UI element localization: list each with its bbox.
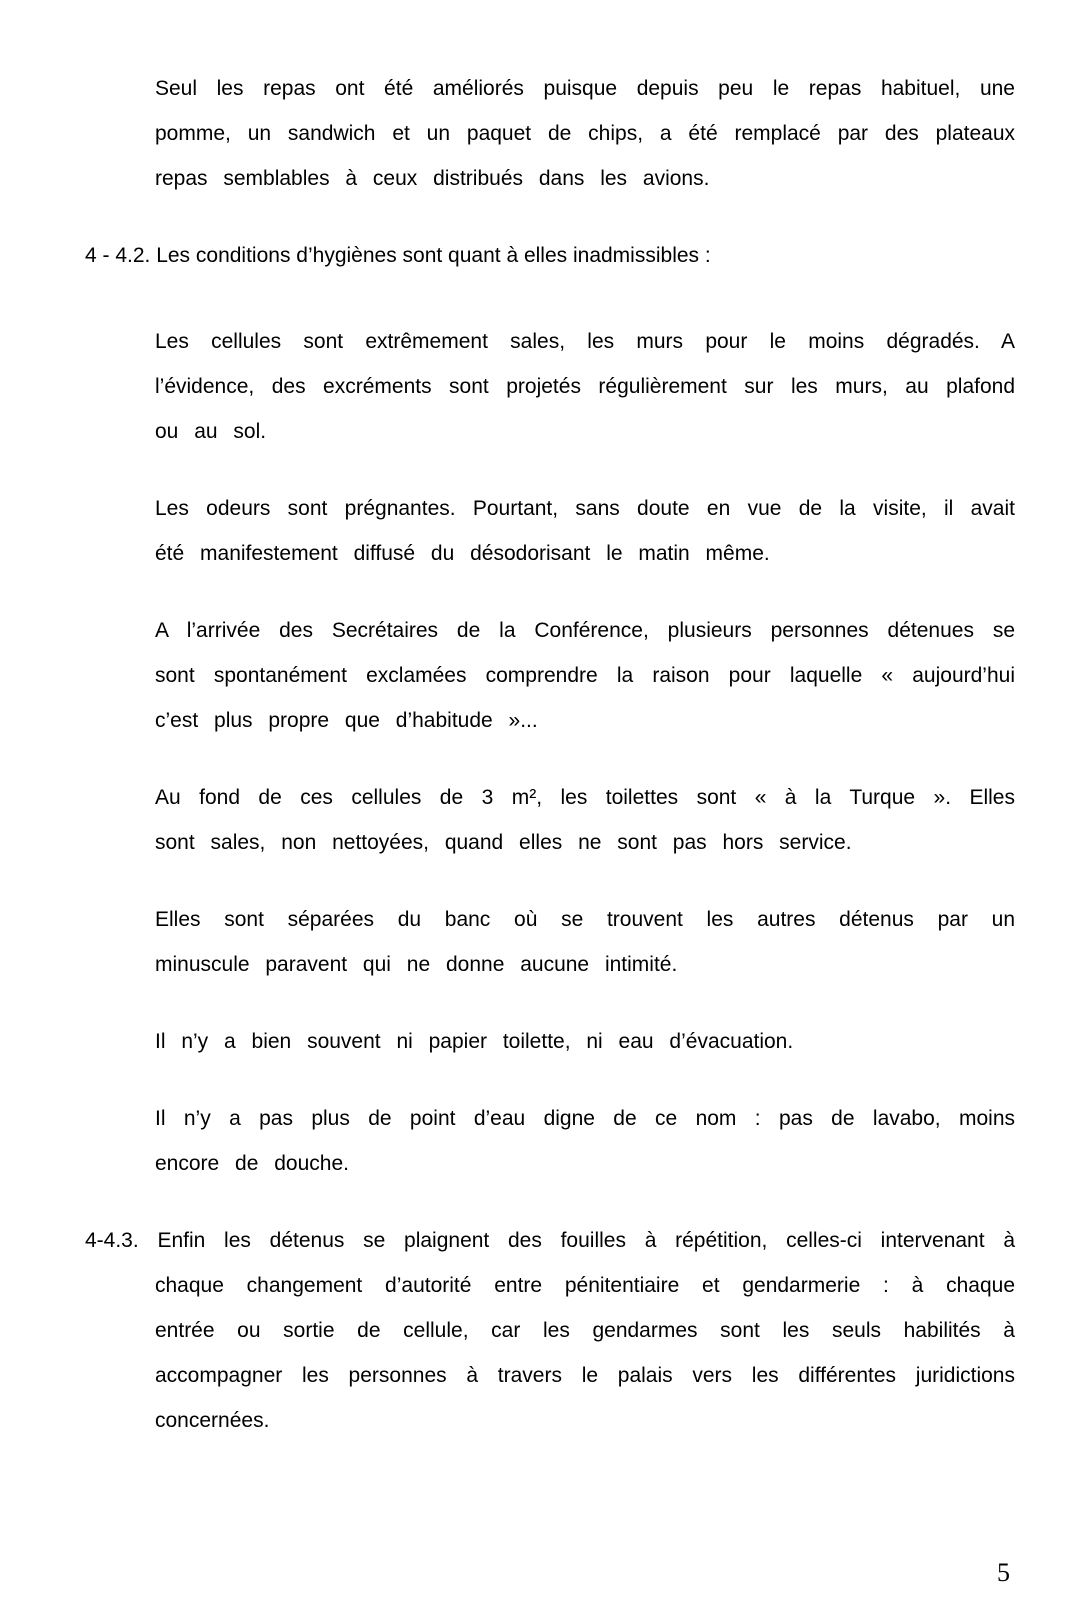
paragraph-papier-toilette: Il n’y a bien souvent ni papier toilette, ni eau d’évacuation. [155, 1030, 794, 1053]
paragraph-paravent: Elles sont séparées du banc où se trouvent les autres détenus par un minuscule paravent qui ne donne aucune intimité. [155, 908, 1015, 976]
paragraph-odeurs: Les odeurs sont prégnantes. Pourtant, sans doute en vue de la visite, il avait été manifestement diffusé du désodorisant le matin même. [155, 497, 1015, 565]
section-heading-4-4-2: 4 - 4.2. Les conditions d’hygiènes sont quant à elles inadmissibles : [85, 244, 711, 267]
paragraph-toilettes: Au fond de ces cellules de 3 m², les toilettes sont « à la Turque ». Elles sont sales, non nettoyées, quand elles ne sont pas hors service. [155, 786, 1015, 854]
paragraph-repas: Seul les repas ont été améliorés puisque depuis peu le repas habituel, une pomme, un sandwich et un paquet de chips, a été remplacé par des plateaux repas semblables à ceux distribués dans les avions. [155, 77, 1015, 190]
page-number: 5 [997, 1558, 1010, 1587]
document-body [85, 66, 1015, 1475]
paragraph-arrivee-secretaires: A l’arrivée des Secrétaires de la Conférence, plusieurs personnes détenues se sont spontanément exclamées comprendre la raison pour laquelle « aujourd’hui c’est plus propre que d’habitude »... [155, 619, 1015, 732]
paragraph-4-4-3 [85, 1218, 1015, 1443]
paragraph-point-eau: Il n’y a pas plus de point d’eau digne de ce nom : pas de lavabo, moins encore de douche. [155, 1107, 1015, 1175]
paragraph-cellules-sales: Les cellules sont extrêmement sales, les murs pour le moins dégradés. A l’évidence, des excréments sont projetés régulièrement sur les murs, au plafond ou au sol. [155, 330, 1015, 443]
section-text: Enfin les détenus se plaignent des fouilles à répétition, celles-ci intervenant à chaque changement d’autorité entre pénitentiaire et gendarmerie : à chaque entrée ou sortie de cellule, car les gendarmes sont les seuls habilités à accompagner les personnes à travers le palais vers les différentes juridictions concernées. [155, 1229, 1015, 1432]
section-number: 4-4.3. [85, 1229, 139, 1252]
